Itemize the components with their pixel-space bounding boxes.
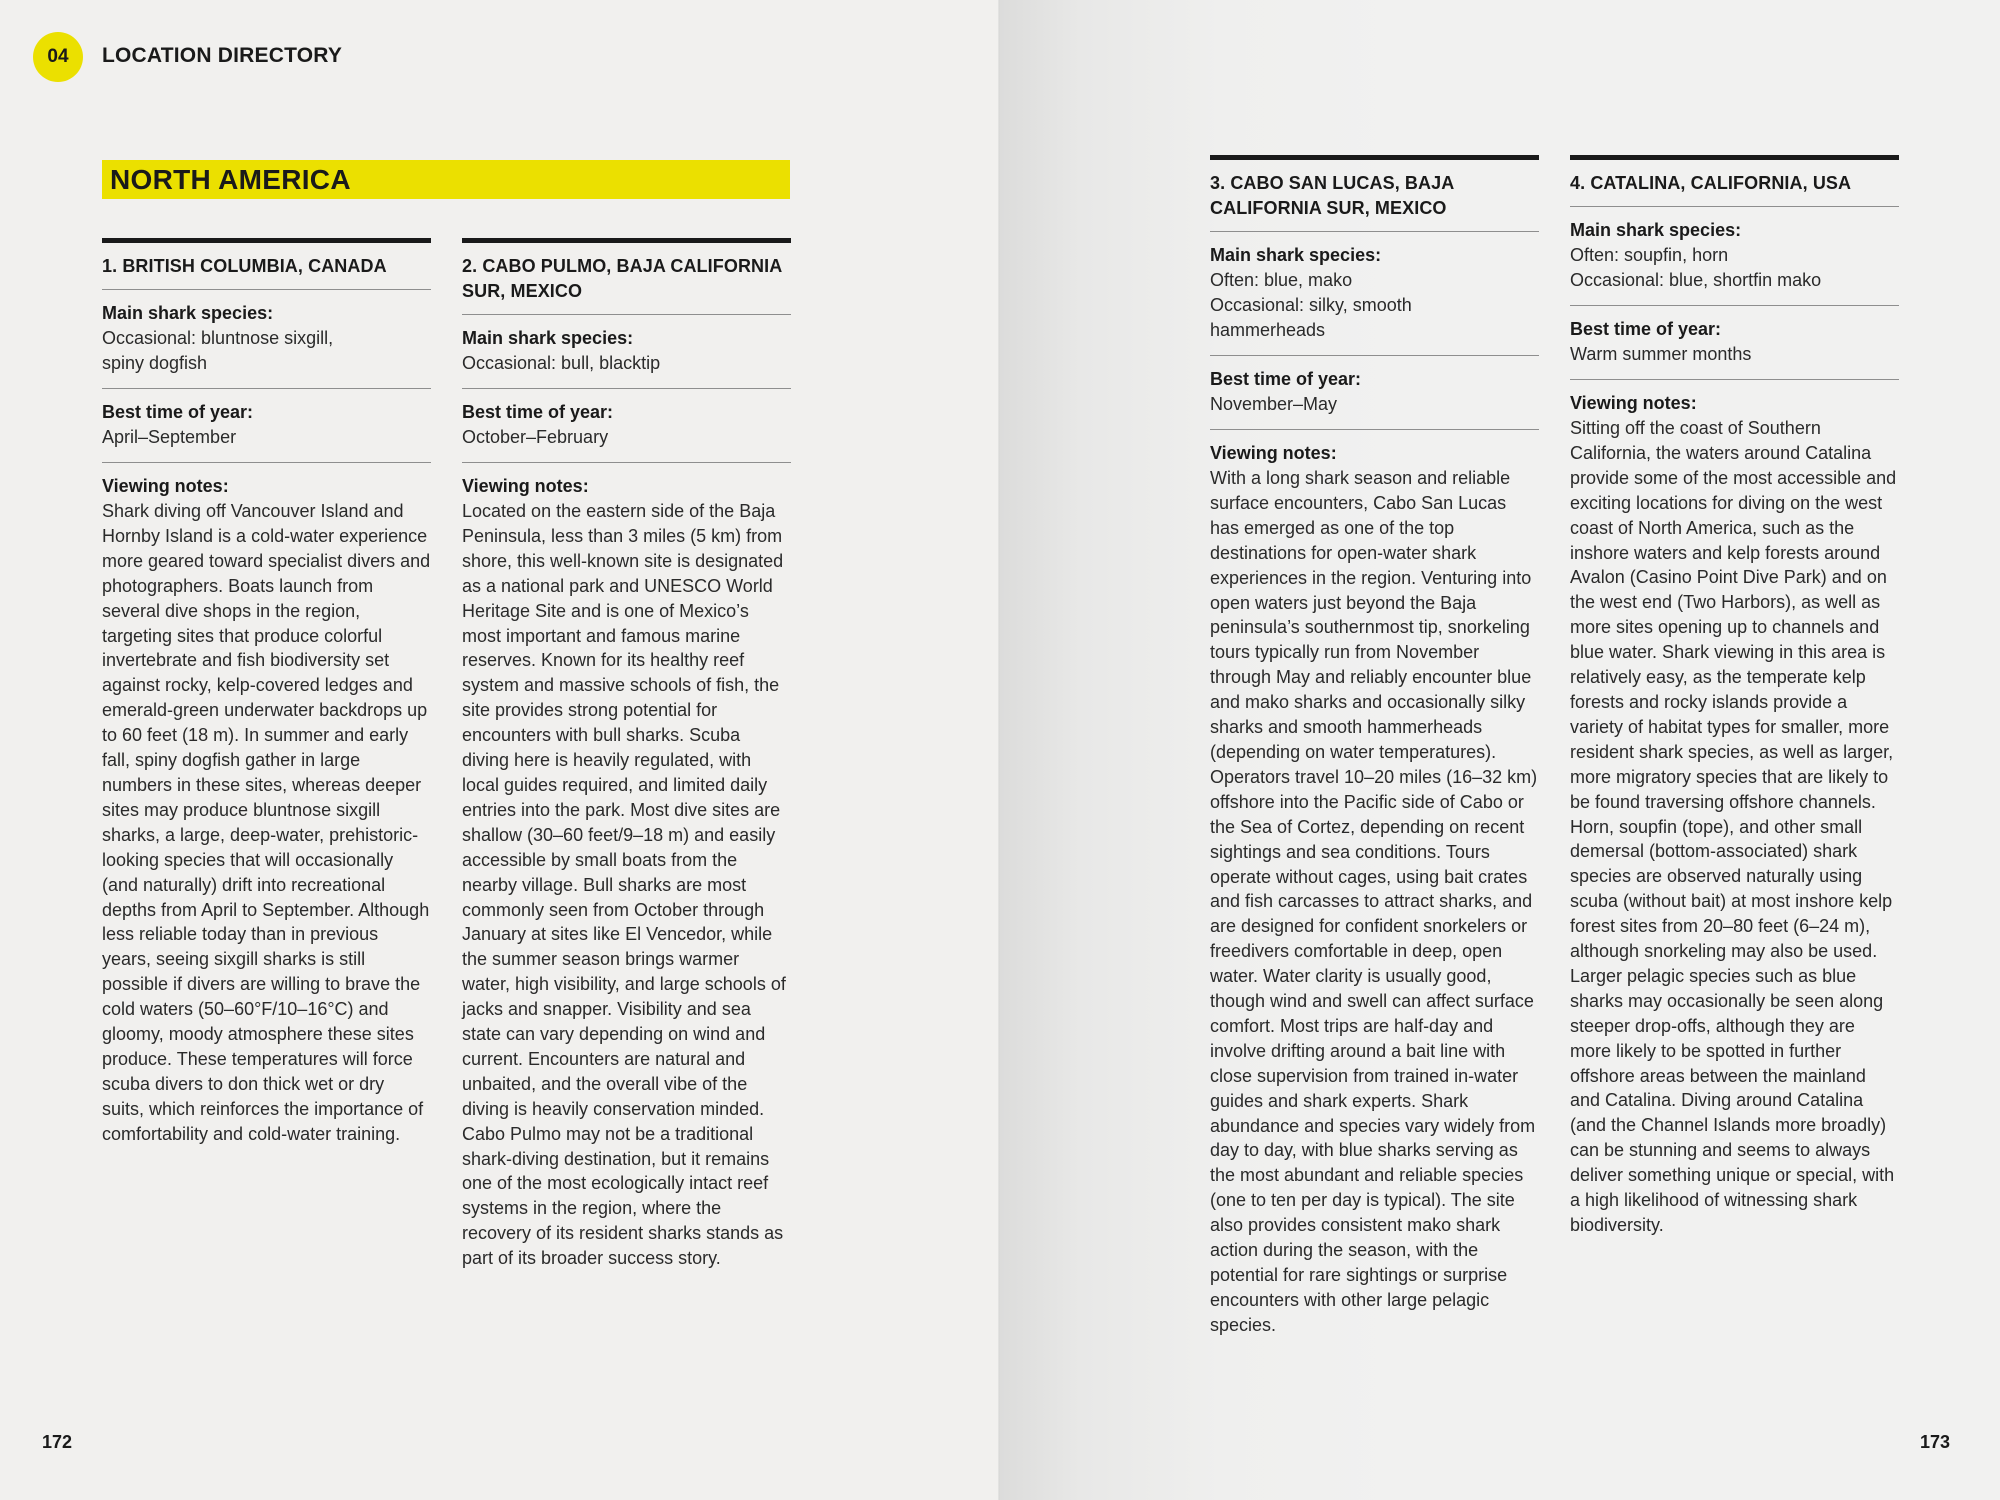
notes-section [102, 463, 431, 1159]
entry-title: 1. BRITISH COLUMBIA, CANADA [102, 243, 431, 290]
species-line: Occasional: bluntnose sixgill, [102, 328, 334, 348]
notes-text: Located on the eastern side of the Baja Peninsula, less than 3 miles (5 km) from shore, this well-known site is designated as a national park and UNESCO World Heritage Site and is one of Mexico’s most important and famous marine reserves. Known for its healthy reef system and massive schools of fish, the site provides strong potential for encounters with bull sharks. Scuba diving here is heavily regulated, with local guides required, and limited daily entries into the park. Most dive sites are shallow (30–60 feet/9–18 m) and easily accessible by small boats from the nearby village. Bull sharks are most commonly seen from October through January at sites like El Vencedor, while the summer season brings warmer water, high visibility, and large schools of jacks and snapper. Visibility and sea state can vary depending on wind and current. Encounters are natural and unbaited, and the overall vibe of the diving is heavily conservation minded. Cabo Pulmo may not be a traditional shark-diving destination, but it remains one of the most ecologically intact reef systems in the region, where the recovery of its resident sharks stands as part of its broader success story. [462, 501, 786, 1269]
notes-section [1570, 380, 1899, 1250]
entry-title: 3. CABO SAN LUCAS, BAJA CALIFORNIA SUR, MEXICO [1210, 160, 1539, 232]
species-section [1570, 207, 1899, 306]
notes-label: Viewing notes: [102, 476, 229, 496]
notes-text: With a long shark season and reliable surface encounters, Cabo San Lucas has emerged as one of the top destinations for open-water shark experiences in the region. Venturing into open waters just beyond the Baja peninsula’s southernmost tip, snorkeling tours typically run from November through May and reliably encounter blue and mako sharks and occasionally silky sharks and smooth hammerheads (depending on water temperatures). Operators travel 10–20 miles (16–32 km) offshore into the Pacific side of Cabo or the Sea of Cortez, depending on recent sightings and sea conditions. Tours operate without cages, using bait crates and fish carcasses to attract sharks, and are designed for confident snorkelers or freedivers comfortable in deep, open water. Water clarity is usually good, though wind and swell can affect surface comfort. Most trips are half-day and involve drifting around a bait line with close supervision from trained in-water guides and shark experts. Shark abundance and species vary widely from day to day, with blue sharks serving as the most abundant and reliable species (one to ten per day is typical). The site also provides consistent mako shark action during the season, with the potential for rare sightings or surprise encounters with other large pelagic species. [1210, 468, 1538, 1335]
entry-rule [462, 238, 791, 315]
region-heading: NORTH AMERICA [102, 160, 790, 199]
species-label: Main shark species: [102, 303, 274, 323]
notes-label: Viewing notes: [462, 476, 589, 496]
location-entry-cabo-san-lucas [1210, 155, 1539, 1350]
entry-title: 4. CATALINA, CALIFORNIA, USA [1570, 160, 1899, 207]
best-time-section [1570, 306, 1899, 380]
species-label: Main shark species: [462, 328, 634, 348]
notes-text: Shark diving off Vancouver Island and Hornby Island is a cold-water experience more geared toward specialist divers and photographers. Boats launch from several dive shops in the region, targeting sites that produce colorful invertebrate and fish biodiversity set against rocky, kelp-covered ledges and emerald-green underwater backdrops up to 60 feet (18 m). In summer and early fall, spiny dogfish gather in large numbers in these sites, whereas deeper sites may produce bluntnose sixgill sharks, a large, deep-water, prehistoric-looking species that will occasionally (and naturally) drift into recreational depths from April to September. Although less reliable today than in previous years, seeing sixgill sharks is still possible if divers are willing to brave the cold waters (50–60°F/10–16°C) and gloomy, moody atmosphere these sites produce. These temperatures will force scuba divers to don thick wet or dry suits, which reinforces the importance of comfortability and cold-water training. [102, 501, 431, 1144]
species-section [462, 315, 791, 389]
notes-section [1210, 430, 1539, 1350]
best-time-value: October–February [462, 427, 609, 447]
best-time-value: April–September [102, 427, 237, 447]
entry-rule [1570, 155, 1899, 207]
species-line: Often: soupfin, horn [1570, 245, 1729, 265]
species-line: spiny dogfish [102, 353, 208, 373]
entry-title: 2. CABO PULMO, BAJA CALIFORNIA SUR, MEXICO [462, 243, 791, 315]
entry-rule [102, 238, 431, 290]
species-section [1210, 232, 1539, 356]
best-time-section [1210, 356, 1539, 430]
location-entry-catalina [1570, 155, 1899, 1250]
best-time-value: Warm summer months [1570, 344, 1752, 364]
species-label: Main shark species: [1210, 245, 1382, 265]
notes-text: Sitting off the coast of Southern California, the waters around Catalina provide some of the most accessible and exciting locations for diving on the west coast of North America, such as the inshore waters and kelp forests around Avalon (Casino Point Dive Park) and on the west end (Two Harbors), as well as more sites opening up to channels and blue water. Shark viewing in this area is relatively easy, as the temperate kelp forests and rocky islands provide a variety of habitat types for smaller, more resident shark species, as well as larger, more migratory species that are likely to be found traversing offshore channels. Horn, soupfin (tope), and other small demersal (bottom-associated) shark species are observed naturally using scuba (without bait) at most inshore kelp forest sites from 20–80 feet (6–24 m), although snorkeling may also be used. Larger pelagic species such as blue sharks may occasionally be seen along steeper drop-offs, although they are more likely to be spotted in further offshore areas between the mainland and Catalina. Diving around Catalina (and the Channel Islands more broadly) can be stunning and seems to always deliver something unique or special, with a high likelihood of witnessing shark biodiversity. [1570, 418, 1897, 1235]
notes-section [462, 463, 791, 1283]
right-page [1000, 0, 2000, 1500]
species-line: Often: blue, mako [1210, 270, 1353, 290]
species-line: Occasional: blue, shortfin mako [1570, 270, 1822, 290]
best-time-label: Best time of year: [1570, 319, 1722, 339]
entry-rule [1210, 155, 1539, 232]
species-line: Occasional: bull, blacktip [462, 353, 661, 373]
chapter-title: LOCATION DIRECTORY [102, 44, 343, 67]
chapter-number-badge: 04 [33, 32, 83, 82]
best-time-label: Best time of year: [102, 402, 254, 422]
location-entry-british-columbia [102, 238, 431, 1159]
best-time-value: November–May [1210, 394, 1338, 414]
notes-label: Viewing notes: [1210, 443, 1337, 463]
best-time-label: Best time of year: [462, 402, 614, 422]
species-label: Main shark species: [1570, 220, 1742, 240]
notes-label: Viewing notes: [1570, 393, 1697, 413]
page-number-left: 172 [42, 1432, 73, 1452]
species-line: hammerheads [1210, 320, 1326, 340]
species-section [102, 290, 431, 389]
best-time-label: Best time of year: [1210, 369, 1362, 389]
page-number-right: 173 [1920, 1432, 1951, 1452]
best-time-section [462, 389, 791, 463]
species-line: Occasional: silky, smooth [1210, 295, 1412, 315]
location-entry-cabo-pulmo [462, 238, 791, 1283]
best-time-section [102, 389, 431, 463]
